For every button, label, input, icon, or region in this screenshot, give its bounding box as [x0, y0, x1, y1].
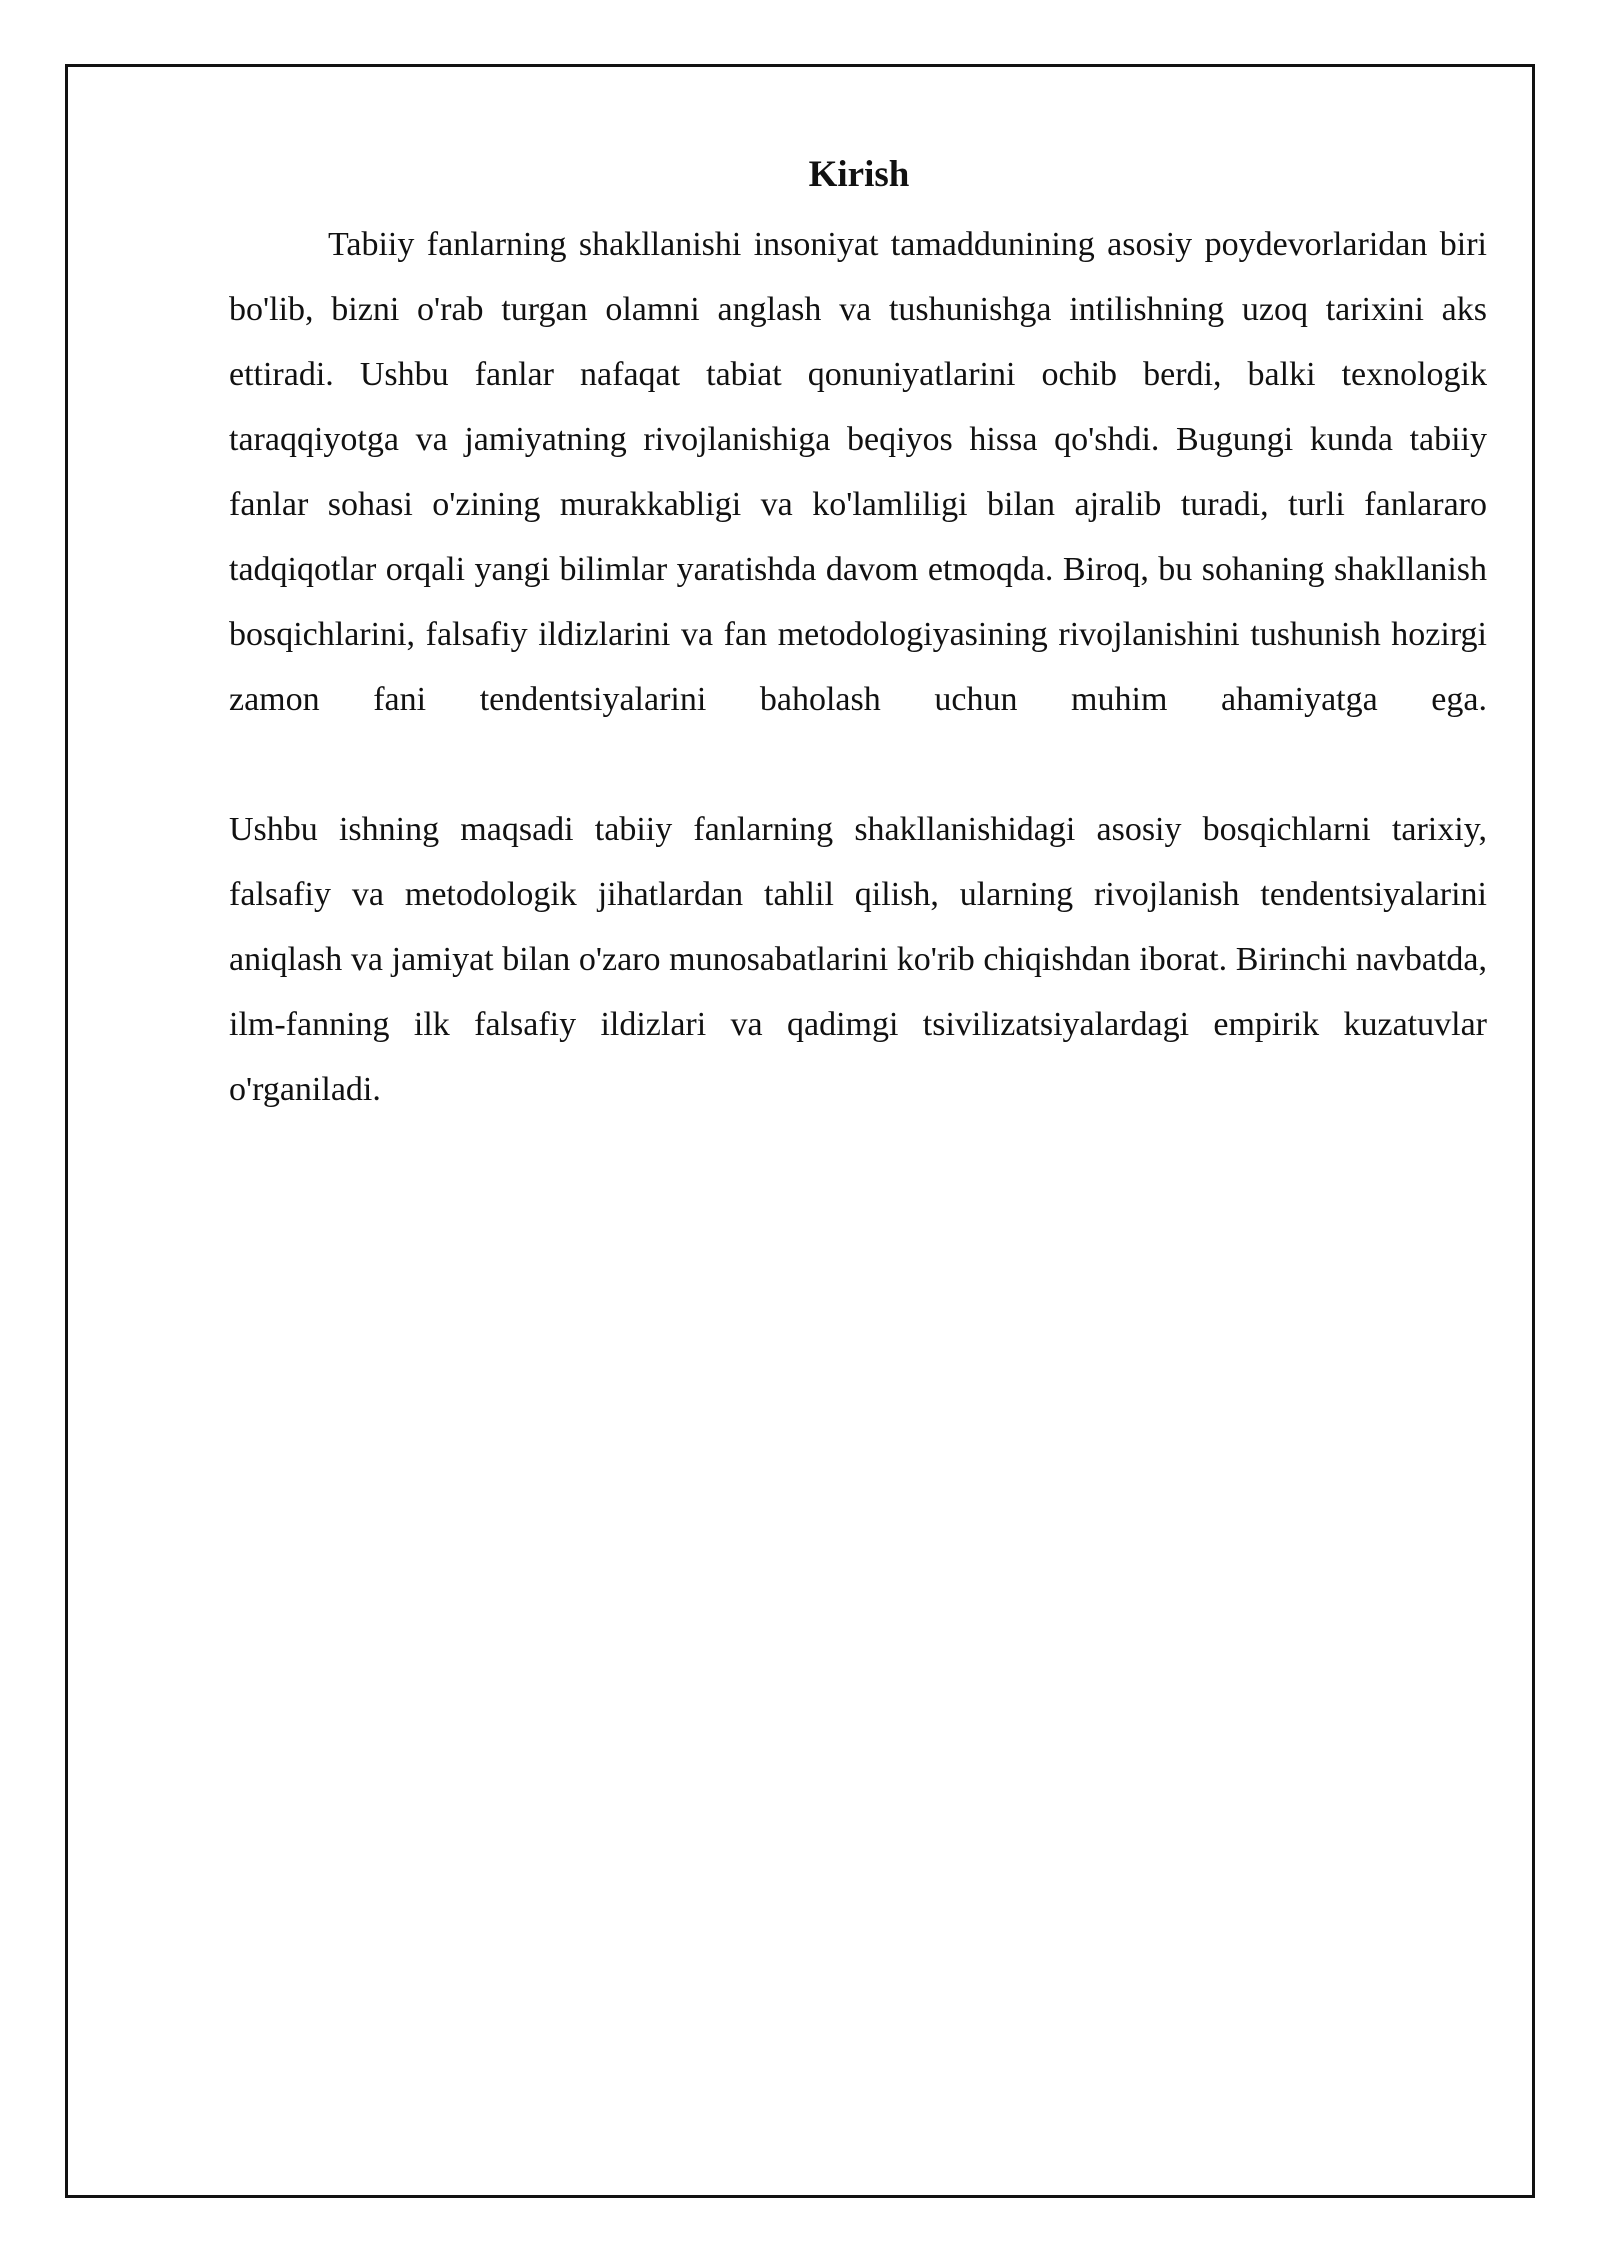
document-body [229, 148, 1487, 1122]
paragraph-purpose: Ushbu ishning maqsadi tabiiy fanlarning shakllanishidagi asosiy bosqichlarni tarixiy, falsafiy va metodologik jihatlardan tahlil qilish, ularning rivojlanish tendentsiyalarini aniqlash va jamiyat bilan o'zaro munosabatlarini ko'rib chiqishdan iborat. Birinchi navbatda, ilm-fanning ilk falsafiy ildizlari va qadimgi tsivilizatsiyalardagi empirik kuzatuvlar o'rganiladi. [229, 811, 1487, 1108]
paragraph-spacer [229, 732, 1487, 797]
page-title: Kirish [808, 154, 910, 195]
paragraph-intro: Tabiiy fanlarning shakllanishi insoniyat tamaddunining asosiy poydevorlaridan biri bo'lib, bizni o'rab turgan olamni anglash va tushunishga intilishning uzoq tarixini aks ettiradi. Ushbu fanlar nafaqat tabiat qonuniyatlarini ochib berdi, balki texnologik taraqqiyotga va jamiyatning rivojlanishiga beqiyos hissa qo'shdi. Bugungi kunda tabiiy fanlar sohasi o'zining murakkabligi va ko'lamliligi bilan ajralib turadi, turli fanlararo tadqiqotlar orqali yangi bilimlar yaratishda davom etmoqda. Biroq, bu sohaning shakllanish bosqichlarini, falsafiy ildizlarini va fan metodologiyasining rivojlanishini tushunish hozirgi zamon fani tendentsiyalarini baholash uchun muhim ahamiyatga ega. [229, 226, 1487, 718]
